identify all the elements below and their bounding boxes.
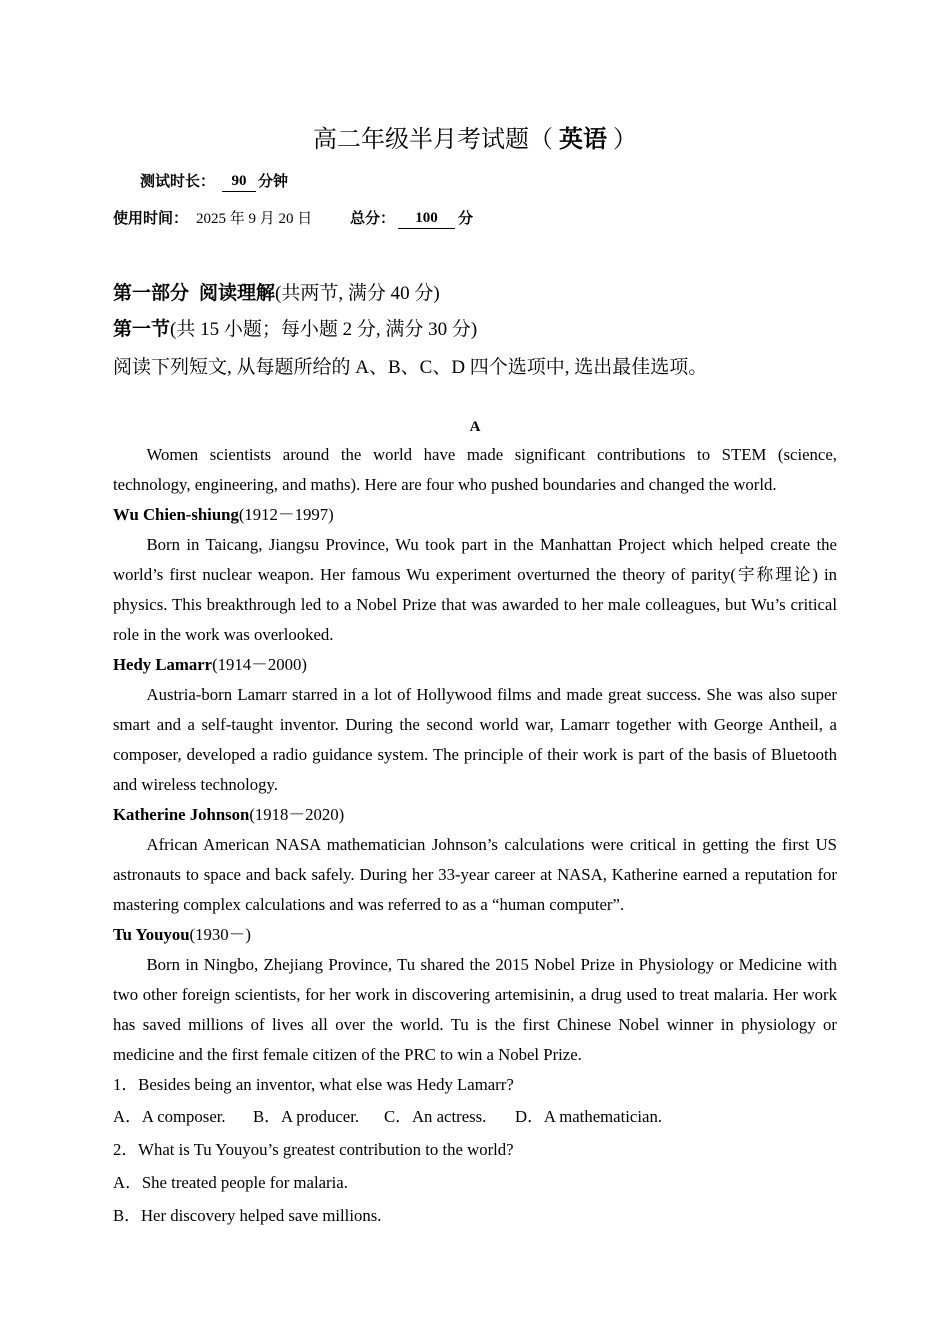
- duration-label: 测试时长：: [140, 174, 216, 190]
- bio-line: and wireless technology.: [113, 775, 278, 794]
- option-text: A composer.: [141, 1107, 226, 1126]
- bio-line: physics. This breakthrough led to a Nobel Prize that was awarded to her male colleagues, but Wu’s critical: [113, 595, 837, 614]
- option-label: A．: [113, 1173, 142, 1192]
- duration-value: 90: [222, 172, 256, 192]
- bio-line: Austria-born Lamarr starred in a lot of Hollywood films and made great success. She was also super: [146, 685, 837, 704]
- option-a: [113, 1166, 837, 1199]
- bio-line: smart and a self-taught inventor. During the second world war, Lamarr together with George Antheil, a: [113, 715, 837, 734]
- date-label: 使用时间：: [113, 211, 189, 227]
- question-text: What is Tu Youyou’s greatest contribution to the world?: [138, 1140, 514, 1159]
- bio-line: astronauts to space and back safely. During her 33-year career at NASA, Katherine earned a reputation for: [113, 865, 837, 884]
- question-1: [113, 1070, 837, 1100]
- option-label: D．: [515, 1107, 544, 1126]
- question-2: [113, 1133, 837, 1166]
- option-label: B．: [113, 1206, 141, 1225]
- option-text: Her discovery helped save millions.: [140, 1206, 382, 1225]
- bio-line: world’s first nuclear weapon. Her famous Wu experiment overturned the theory of parity(宇称理论) in: [113, 565, 837, 584]
- score-value: 100: [398, 209, 455, 229]
- option-text: A producer.: [280, 1107, 360, 1126]
- bio-line: two other foreign scientists, for her work in discovering artemisinin, a drug used to treat malaria. Her work: [113, 985, 837, 1004]
- part-note: (共两节, 满分 40 分): [275, 283, 440, 304]
- scientist-heading: [113, 800, 837, 830]
- scientist-name: Hedy Lamarr: [113, 655, 213, 674]
- scientist-heading: [113, 500, 837, 530]
- option-text: A mathematician.: [543, 1107, 663, 1126]
- subject-name: 英语: [559, 127, 607, 153]
- bio-line: has saved millions of lives all over the world. Tu is the first Chinese Nobel winner in physiology or: [113, 1015, 837, 1034]
- passage-label: A: [469, 419, 481, 435]
- title-text: 高二年级半月考试题（: [313, 127, 553, 153]
- scientist-years: (1912－1997): [238, 505, 334, 524]
- scientist-name: Tu Youyou: [113, 925, 190, 944]
- question-number: 1．: [113, 1075, 139, 1094]
- bio-line: Born in Taicang, Jiangsu Province, Wu took part in the Manhattan Project which helped create the: [146, 535, 837, 554]
- score-unit: 分: [458, 211, 474, 227]
- option-d: [515, 1100, 662, 1133]
- bio-line: mastering complex calculations and was referred to as a “human computer”.: [113, 895, 625, 914]
- duration-unit: 分钟: [258, 174, 289, 190]
- option-label: C．: [384, 1107, 412, 1126]
- bio-line: medicine and the first female citizen of the PRC to win a Nobel Prize.: [113, 1045, 582, 1064]
- option-b: [253, 1100, 384, 1133]
- scientist-years: (1930－): [189, 925, 251, 944]
- score-label: 总分：: [350, 211, 396, 227]
- option-c: [384, 1100, 515, 1133]
- section-heading: [113, 318, 477, 342]
- scientist-years: (1918－2020): [249, 805, 345, 824]
- scientist-heading: [113, 650, 837, 680]
- scientist-name: Katherine Johnson: [113, 805, 250, 824]
- instruction-text: 阅读下列短文, 从每题所给的 A、B、C、D 四个选项中, 选出最佳选项。: [113, 357, 708, 378]
- title-close-paren: ）: [613, 127, 637, 153]
- option-a: [113, 1100, 253, 1133]
- passage-a: [113, 440, 837, 1232]
- exam-title: [0, 126, 950, 154]
- question-1-options: [113, 1100, 837, 1133]
- date-value: 2025 年 9 月 20 日: [196, 211, 313, 227]
- bio-line: role in the work was overlooked.: [113, 625, 334, 644]
- bio-line: Born in Ningbo, Zhejiang Province, Tu shared the 2015 Nobel Prize in Physiology or Medicine with: [146, 955, 837, 974]
- bio-line: composer, developed a radio guidance system. The principle of their work is part of the basis of Bluetooth: [113, 745, 837, 764]
- option-text: She treated people for malaria.: [141, 1173, 348, 1192]
- intro-line: Women scientists around the world have made significant contributions to STEM (science,: [146, 445, 837, 464]
- bio-line: African American NASA mathematician Johnson’s calculations were critical in getting the first US: [146, 835, 837, 854]
- section-number: 第一节: [113, 319, 171, 340]
- section-note: (共 15 小题；每小题 2 分, 满分 30 分): [170, 319, 478, 340]
- option-label: B．: [253, 1107, 281, 1126]
- option-text: An actress.: [411, 1107, 487, 1126]
- option-label: A．: [113, 1107, 142, 1126]
- part-name: 阅读理解: [199, 283, 276, 304]
- scientist-years: (1914－2000): [212, 655, 307, 674]
- scientist-name: Wu Chien-shiung: [113, 505, 239, 524]
- option-b: [113, 1199, 837, 1232]
- scientist-heading: [113, 920, 837, 950]
- question-text: Besides being an inventor, what else was Hedy Lamarr?: [138, 1075, 514, 1094]
- part-heading: [113, 282, 440, 306]
- intro-line: technology, engineering, and maths). Here are four who pushed boundaries and changed the world.: [113, 475, 777, 494]
- part-number: 第一部分: [113, 283, 190, 304]
- question-number: 2．: [113, 1140, 139, 1159]
